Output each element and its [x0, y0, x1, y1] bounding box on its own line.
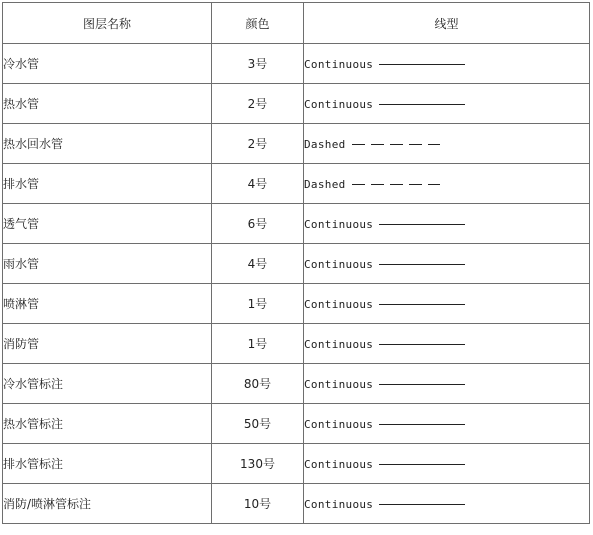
linetype-name: Continuous: [304, 457, 374, 471]
linetype-name: Continuous: [304, 497, 374, 511]
layer-linetype-cell: [304, 364, 590, 404]
linetype-name: Continuous: [304, 97, 374, 111]
layer-color-cell: 6号: [212, 204, 304, 244]
layer-color-cell: 3号: [212, 44, 304, 84]
table-row: [3, 324, 590, 364]
layer-color-cell: 2号: [212, 84, 304, 124]
table-row: [3, 244, 590, 284]
layer-linetype-cell: [304, 124, 590, 164]
layer-linetype-cell: [304, 44, 590, 84]
layer-linetype-cell: [304, 284, 590, 324]
dashed-line-sample: [352, 144, 440, 145]
linetype-name: Continuous: [304, 337, 374, 351]
layer-name-cell: 热水回水管: [3, 124, 212, 164]
linetype-name: Continuous: [304, 297, 374, 311]
layer-linetype-cell: [304, 484, 590, 524]
continuous-line-sample: [379, 384, 465, 385]
linetype-name: Dashed: [304, 177, 346, 191]
header-row: [3, 3, 590, 44]
layer-color-cell: 80号: [212, 364, 304, 404]
layer-name-cell: 冷水管: [3, 44, 212, 84]
layer-color-cell: 2号: [212, 124, 304, 164]
table-row: [3, 444, 590, 484]
table-body: [3, 44, 590, 524]
table-row: [3, 204, 590, 244]
header-layer-name: 图层名称: [3, 3, 212, 44]
table-header: [3, 3, 590, 44]
layer-color-cell: 4号: [212, 164, 304, 204]
layer-name-cell: 排水管标注: [3, 444, 212, 484]
layer-linetype-cell: [304, 324, 590, 364]
layer-linetype-cell: [304, 244, 590, 284]
continuous-line-sample: [379, 104, 465, 105]
continuous-line-sample: [379, 224, 465, 225]
layer-name-cell: 雨水管: [3, 244, 212, 284]
layer-color-cell: 1号: [212, 284, 304, 324]
layer-name-cell: 冷水管标注: [3, 364, 212, 404]
header-color: 颜色: [212, 3, 304, 44]
linetype-name: Continuous: [304, 57, 374, 71]
layer-color-cell: 4号: [212, 244, 304, 284]
layer-name-cell: 排水管: [3, 164, 212, 204]
layer-color-cell: 1号: [212, 324, 304, 364]
linetype-name: Continuous: [304, 257, 374, 271]
layer-name-cell: 透气管: [3, 204, 212, 244]
layer-name-cell: 消防/喷淋管标注: [3, 484, 212, 524]
layer-color-cell: 50号: [212, 404, 304, 444]
header-linetype: 线型: [304, 3, 590, 44]
table-row: [3, 84, 590, 124]
continuous-line-sample: [379, 304, 465, 305]
continuous-line-sample: [379, 264, 465, 265]
layer-name-cell: 热水管: [3, 84, 212, 124]
layer-name-cell: 喷淋管: [3, 284, 212, 324]
linetype-name: Dashed: [304, 137, 346, 151]
table-row: [3, 484, 590, 524]
table-row: [3, 404, 590, 444]
continuous-line-sample: [379, 464, 465, 465]
continuous-line-sample: [379, 64, 465, 65]
linetype-name: Continuous: [304, 217, 374, 231]
table-row: [3, 124, 590, 164]
layer-linetype-cell: [304, 204, 590, 244]
layer-color-cell: 10号: [212, 484, 304, 524]
layer-color-cell: 130号: [212, 444, 304, 484]
layer-name-cell: 热水管标注: [3, 404, 212, 444]
continuous-line-sample: [379, 424, 465, 425]
table-row: [3, 364, 590, 404]
continuous-line-sample: [379, 344, 465, 345]
layer-linetype-cell: [304, 84, 590, 124]
layer-name-cell: 消防管: [3, 324, 212, 364]
table-row: [3, 284, 590, 324]
linetype-name: Continuous: [304, 377, 374, 391]
table-row: [3, 44, 590, 84]
continuous-line-sample: [379, 504, 465, 505]
linetype-name: Continuous: [304, 417, 374, 431]
layer-linetype-cell: [304, 404, 590, 444]
layer-linetype-cell: [304, 444, 590, 484]
layer-table: [2, 2, 590, 524]
layer-linetype-cell: [304, 164, 590, 204]
dashed-line-sample: [352, 184, 440, 185]
table-row: [3, 164, 590, 204]
